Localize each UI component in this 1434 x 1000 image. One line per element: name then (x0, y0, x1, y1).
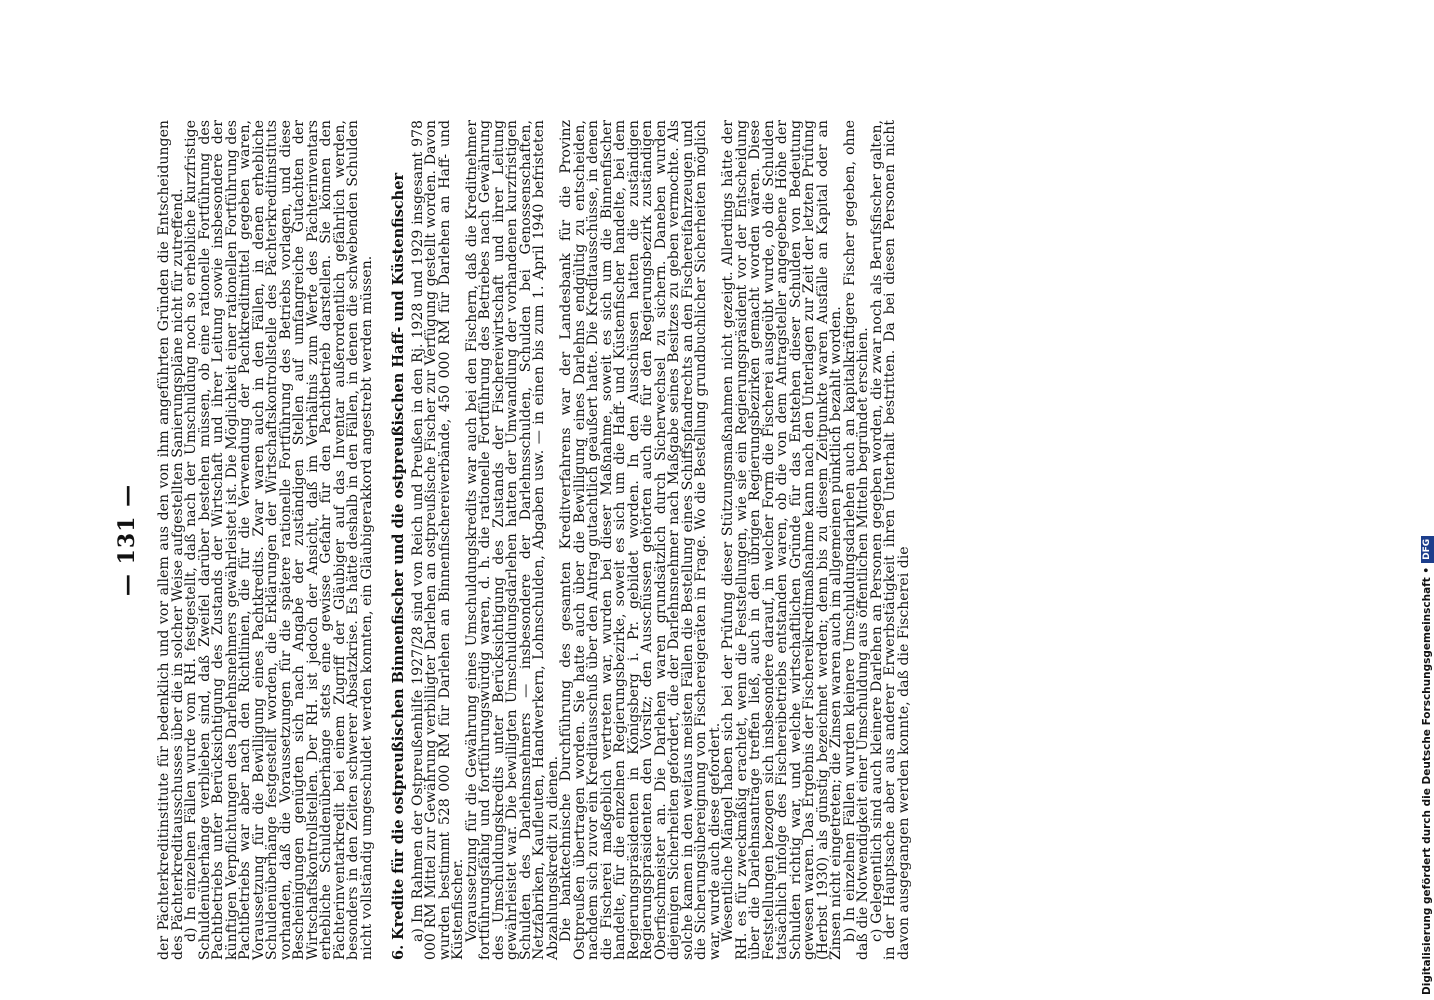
page-body (158, 120, 911, 960)
paragraph: der Pächterkreditinstitute für bedenklich und vor allem aus den von ihm angeführten Gründen die Entscheidungen des Pächterkreditausschusses über die in solcher Weise aufgestellten Sanierungspläne nicht für zutreffend. (156, 120, 186, 960)
paragraph: Die banktechnische Durchführung des gesamten Kreditverfahrens war der Landesbank für die Provinz Ostpreußen übertragen worden. Sie hatte auch über die Bewilligung eines Darlehns endgültig zu entscheiden, nachdem sich zuvor ein Kreditausschuß über den Antrag gutachtlich geäußert hatte. Die Kreditausschüsse, in denen die Fischerei maßgeblich vertreten war, wurden bei dieser Maßnahme, soweit es sich um die Binnenfischer handelte, für die einzelnen Regierungsbezirke, soweit es sich um die Haff- und Küstenfischer handelte, bei dem Regierungspräsidenten in Königsberg i. Pr. gebildet worden. In den Ausschüssen hatten die zuständigen Regierungspräsidenten den Vorsitz; den Ausschüssen gehörten auch die für den Regierungsbezirk zuständigen Oberfischmeister an. Die Darlehen waren grundsätzlich durch Sicherwechsel zu sichern. Daneben wurden diejenigen Sicherheiten gefordert, die der Darlehnsnehmer nach Maßgabe seines Besitzes zu geben vermochte. Als solche kamen in den weitaus meisten Fällen die Bestellung eines Schiffspfandrechts an den Fischereifahrzeugen und die Sicherungsübereignung von Fischereigeräten in Frage. Wo die Bestellung grundbuchlicher Sicherheiten möglich war, wurde auch diese gefordert. (558, 120, 723, 960)
digitization-credit (1420, 5, 1434, 995)
page-number: — 131 — (114, 483, 140, 597)
dfg-logo: DFG (1421, 536, 1434, 563)
paragraph: c) Gelegentlich sind auch kleinere Darlehen an Personen gegeben worden, die zwar noch als Berufsfischer galten, in der Hauptsache aber aus anderer Erwerbstätigkeit ihren Unterhalt bestritten. Da bei diesen Personen nicht davon ausgegangen werden konnte, daß die Fischerei die (868, 120, 912, 960)
credit-text: Digitalisierung gefördert durch die Deutsche Forschungsgemeinschaft • (1421, 566, 1433, 995)
paragraph: b) In einzelnen Fällen wurden kleinere Umschuldungsdarlehen auch an kapitalkräftigere Fischer gegeben, ohne daß die Notwendigkeit einer Umschuldung aus öffentlichen Mitteln begründet erschien. (841, 120, 871, 960)
paragraph: Wesentliche Mängel haben sich bei der Prüfung dieser Stützungsmaßnahmen nicht gezeigt. Allerdings hätte der RH. es für zweckmäßig erachtet, wenn die Feststellungen, wie sie ein Regierungspräsident vor der Entscheidung über die Darlehnsanträge treffen ließ, auch in den übrigen Regierungsbezirken gemacht worden wären. Diese Feststellungen bezogen sich insbesondere darauf, in welcher Form die Fischerei ausgeübt wurde, ob die Schulden tatsächlich infolge des Fischereibetriebs entstanden waren, ob die von dem Antragsteller angegebene Höhe der Schulden richtig war, und welche wirtschaftlichen Gründe für das Entstehen dieser Schulden von Bedeutung gewesen waren. Das Ergebnis der Fischereikreditmaßnahme kann nach den Unterlagen zur Zeit der letzten Prüfung (Herbst 1930) als günstig bezeichnet werden; denn bis zu diesem Zeitpunkte waren Ausfälle an Kapital oder an Zinsen nicht eingetreten; die Zinsen waren auch im allgemeinen pünktlich bezahlt worden. (720, 120, 844, 960)
section-title: 6. Kredite für die ostpreußischen Binnenfischer und die ostpreußischen Haff- und Küstenfischer (390, 172, 407, 960)
spacer (374, 120, 382, 960)
paragraph: a) Im Rahmen der Ostpreußenhilfe 1927/28 sind von Reich und Preußen in den Rj. 1928 und 1929 insgesamt 978 000 RM Mittel zur Gewährung verbilligter Darlehen an ostpreußische Fischer zur Verfügung gestellt worden. Davon wurden bestimmt 528 000 RM für Darlehen an Binnenfischereiverbände, 450 000 RM für Darlehen an Haff- und Küstenfischer. (409, 120, 466, 960)
paragraph: Voraussetzung für die Gewährung eines Umschuldungskredits war auch bei den Fischern, daß die Kreditnehmer fortführungsfähig und fortführungswürdig waren, d. h. die rationelle Fortführung des Betriebes nach Gewährung des Umschuldungskredits unter Berücksichtigung des Zustands der Fischereiwirtschaft und ihrer Leitung gewährleistet war. Die bewilligten Umschuldungsdarlehen hatten der Umwandlung der vorhandenen kurzfristigen Schulden des Darlehnsnehmers — insbesondere der Darlehnsschulden, Schulden bei Genossenschaften, Netzfabriken, Kaufleuten, Handwerkern, Lohnschulden, Abgaben usw. — in einen bis zum 1. April 1940 befristeten Abzahlungskredit zu dienen. (463, 120, 561, 960)
rotated-page (114, 120, 1304, 960)
paragraph: d) In einzelnen Fällen wurde vom RH. festgestellt, daß nach der Umschuldung noch so erhebliche kurzfristige Schuldenüberhänge verblieben sind, daß Zweifel darüber bestehen müssen, ob eine rationelle Fortführung des Pachtbetriebs unter Berücksichtigung des Zustands der Wirtschaft und ihrer Leitung sowie insbesondere der künftigen Verpflichtungen des Darlehnsnehmers gewährleistet ist. Die Möglichkeit einer rationellen Fortführung des Pachtbetriebs war aber nach den Richtlinien, die für die Verwendung der Pachtkreditmittel gegeben waren, Voraussetzung für die Bewilligung eines Pachtkredits. Zwar waren auch in den Fällen, in denen erhebliche Schuldenüberhänge festgestellt worden, die Erklärungen der Wirtschaftskontrollstelle des Pächterkreditinstituts vorhanden, daß die Voraussetzungen für die spätere rationelle Fortführung des Betriebs vorlagen, und diese Bescheinigungen genügten sich nach Angabe der zuständigen Stellen auf umfangreiche Gutachten der Wirtschaftskontrollstellen. Der RH. ist jedoch der Ansicht, daß im Verhältnis zum Werte des Pächterinventars erhebliche Schuldenüberhänge stets eine gewisse Gefahr für den Pachtbetrieb darstellen. Sie können den Pächterinventarkredit bei einem Zugriff der Gläubiger auf das Inventar außerordentlich gefährlich werden, besonders in den Zeiten schwerer Absatzkrise. Es hätte deshalb in den Fällen, in denen die schwebenden Schulden nicht vollständig umgeschuldet werden konnten, ein Gläubigerakkord angestrebt werden müssen. (183, 120, 375, 960)
